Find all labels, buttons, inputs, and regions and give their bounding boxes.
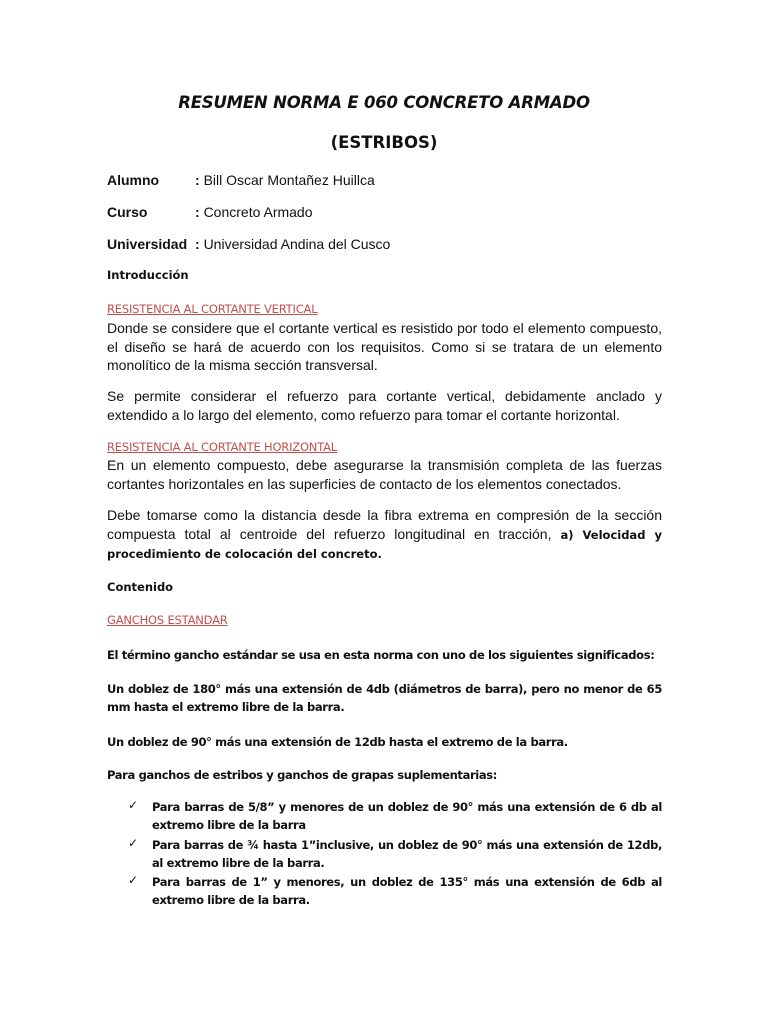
info-value: [195, 204, 313, 220]
paragraph: [107, 506, 662, 564]
list-item-text: Para barras de 1” y menores, un doblez de 135° más una extensión de 6db al extremo libre de la barra.: [152, 875, 662, 907]
paragraph: Donde se considere que el cortante vertical es resistido por todo el elemento compuesto, el diseño se hará de acuerdo con los requisitos. Como si se tratara de un elemento monolítico de la misma sección transversal.: [107, 320, 662, 373]
document-title: RESUMEN NORMA E 060 CONCRETO ARMADO: [178, 93, 590, 112]
info-separator: :: [195, 236, 200, 252]
paragraph: Un doblez de 90° más una extensión de 12db hasta el extremo de la barra.: [107, 735, 568, 749]
info-label: Curso: [107, 204, 148, 220]
section-heading-cortante-horizontal: RESISTENCIA AL CORTANTE HORIZONTAL: [107, 440, 338, 454]
paragraph-text: Debe tomarse como la distancia desde la fibra extrema en compresión de la sección compuesta total al centroide del refuerzo longitudinal en tracción,: [107, 507, 662, 542]
paragraph: Se permite considerar el refuerzo para cortante vertical, debidamente anclado y extendido a lo largo del elemento, como refuerzo para tomar el cortante horizontal.: [107, 388, 662, 423]
info-value: [195, 236, 390, 252]
info-separator: :: [195, 172, 200, 188]
info-label: Universidad: [107, 236, 188, 252]
info-value-text: Concreto Armado: [203, 204, 313, 220]
paragraph-tail: a) Velocidad y procedimiento de colocación del concreto.: [107, 527, 662, 561]
info-separator: :: [195, 204, 200, 220]
info-value-text: Universidad Andina del Cusco: [203, 236, 391, 252]
paragraph: Un doblez de 180° más una extensión de 4db (diámetros de barra), pero no menor de 65 mm hasta el extremo libre de la barra.: [107, 682, 662, 714]
section-heading-ganchos-estandar: GANCHOS ESTANDAR: [107, 613, 228, 627]
list-item-text: Para barras de 5/8” y menores de un doblez de 90° más una extensión de 6 db al extremo libre de la barra: [152, 800, 662, 832]
section-heading-cortante-vertical: RESISTENCIA AL CORTANTE VERTICAL: [107, 302, 318, 316]
check-mark-icon: ✓: [128, 873, 139, 887]
info-label: Alumno: [107, 172, 160, 188]
document-subtitle: (ESTRIBOS): [330, 133, 438, 152]
check-mark-icon: ✓: [128, 836, 139, 850]
intro-heading: Introducción: [107, 268, 189, 282]
paragraph: Para ganchos de estribos y ganchos de grapas suplementarias:: [107, 768, 498, 782]
paragraph: En un elemento compuesto, debe asegurarse la transmisión completa de las fuerzas cortantes horizontales en las superficies de contacto de los elementos conectados.: [107, 457, 662, 492]
check-mark-icon: ✓: [128, 798, 139, 812]
info-value-text: Bill Oscar Montañez Huillca: [203, 172, 375, 188]
list-item-text: Para barras de ¾ hasta 1”inclusive, un doblez de 90° más una extensión de 12db, al extremo libre de la barra.: [152, 838, 662, 870]
info-value: [195, 172, 375, 188]
paragraph: El término gancho estándar se usa en esta norma con uno de los siguientes significados:: [107, 648, 655, 662]
content-heading: Contenido: [107, 580, 174, 594]
